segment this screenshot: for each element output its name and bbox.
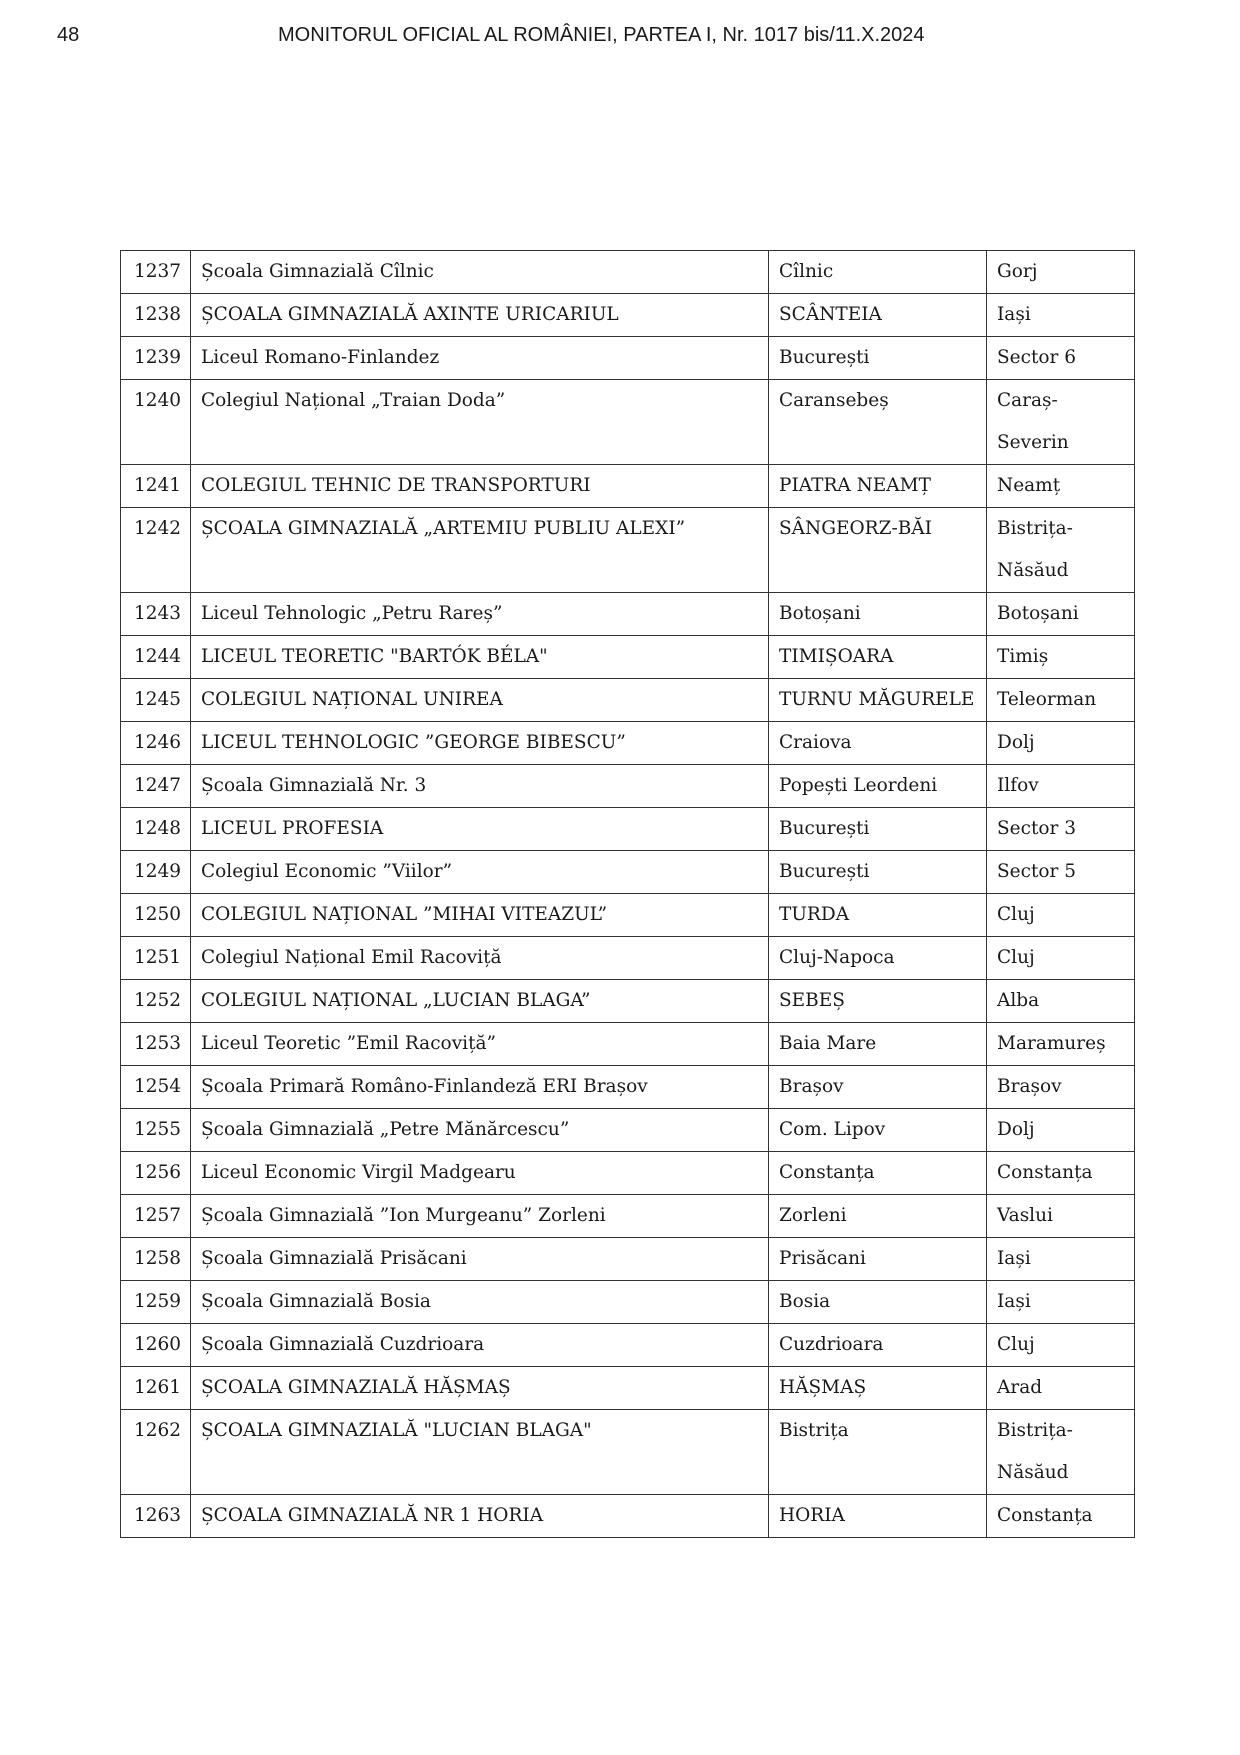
school-name: Liceul Tehnologic „Petru Rareș” bbox=[191, 593, 769, 636]
county: Alba bbox=[987, 980, 1135, 1023]
row-number: 1237 bbox=[121, 251, 191, 294]
school-name: Liceul Economic Virgil Madgearu bbox=[191, 1152, 769, 1195]
table-row bbox=[121, 937, 1135, 980]
schools-table bbox=[120, 250, 1135, 1538]
school-name: Școala Primară Româno-Finlandeză ERI Brașov bbox=[191, 1066, 769, 1109]
county: Ilfov bbox=[987, 765, 1135, 808]
table-row bbox=[121, 1495, 1135, 1538]
locality: Brașov bbox=[769, 1066, 987, 1109]
row-number: 1261 bbox=[121, 1367, 191, 1410]
row-number: 1247 bbox=[121, 765, 191, 808]
row-number: 1241 bbox=[121, 465, 191, 508]
county: Dolj bbox=[987, 722, 1135, 765]
locality: Zorleni bbox=[769, 1195, 987, 1238]
locality: Constanța bbox=[769, 1152, 987, 1195]
table-row bbox=[121, 1324, 1135, 1367]
row-number: 1244 bbox=[121, 636, 191, 679]
row-number: 1263 bbox=[121, 1495, 191, 1538]
row-number: 1259 bbox=[121, 1281, 191, 1324]
row-number: 1246 bbox=[121, 722, 191, 765]
table-row bbox=[121, 722, 1135, 765]
school-name: COLEGIUL TEHNIC DE TRANSPORTURI bbox=[191, 465, 769, 508]
locality: Popești Leordeni bbox=[769, 765, 987, 808]
school-name: LICEUL TEHNOLOGIC ”GEORGE BIBESCU” bbox=[191, 722, 769, 765]
school-name: Școala Gimnazială ”Ion Murgeanu” Zorleni bbox=[191, 1195, 769, 1238]
table-row bbox=[121, 294, 1135, 337]
table-row bbox=[121, 337, 1135, 380]
locality: TIMIȘOARA bbox=[769, 636, 987, 679]
row-number: 1258 bbox=[121, 1238, 191, 1281]
row-number: 1253 bbox=[121, 1023, 191, 1066]
locality: București bbox=[769, 851, 987, 894]
row-number: 1254 bbox=[121, 1066, 191, 1109]
table-row bbox=[121, 1152, 1135, 1195]
page-number: 48 bbox=[57, 24, 80, 46]
locality: SCÂNTEIA bbox=[769, 294, 987, 337]
row-number: 1248 bbox=[121, 808, 191, 851]
county: Caraș-Severin bbox=[987, 380, 1135, 465]
table-row bbox=[121, 980, 1135, 1023]
row-number: 1240 bbox=[121, 380, 191, 465]
school-name: COLEGIUL NAȚIONAL UNIREA bbox=[191, 679, 769, 722]
county: Vaslui bbox=[987, 1195, 1135, 1238]
locality: HĂȘMAȘ bbox=[769, 1367, 987, 1410]
school-name: Școala Gimnazială Cîlnic bbox=[191, 251, 769, 294]
county: Cluj bbox=[987, 894, 1135, 937]
county: Iași bbox=[987, 1238, 1135, 1281]
table-row bbox=[121, 1238, 1135, 1281]
county: Dolj bbox=[987, 1109, 1135, 1152]
locality: Bosia bbox=[769, 1281, 987, 1324]
table-row bbox=[121, 808, 1135, 851]
locality: Cîlnic bbox=[769, 251, 987, 294]
county: Gorj bbox=[987, 251, 1135, 294]
locality: SÂNGEORZ-BĂI bbox=[769, 508, 987, 593]
school-name: Școala Gimnazială Nr. 3 bbox=[191, 765, 769, 808]
locality: Cuzdrioara bbox=[769, 1324, 987, 1367]
table-row bbox=[121, 636, 1135, 679]
table-row bbox=[121, 1066, 1135, 1109]
school-name: ȘCOALA GIMNAZIALĂ AXINTE URICARIUL bbox=[191, 294, 769, 337]
county: Cluj bbox=[987, 1324, 1135, 1367]
county: Sector 3 bbox=[987, 808, 1135, 851]
school-name: Școala Gimnazială Prisăcani bbox=[191, 1238, 769, 1281]
county: Neamț bbox=[987, 465, 1135, 508]
county: Sector 5 bbox=[987, 851, 1135, 894]
locality: HORIA bbox=[769, 1495, 987, 1538]
school-name: Școala Gimnazială Bosia bbox=[191, 1281, 769, 1324]
locality: Bistrița bbox=[769, 1410, 987, 1495]
locality: Craiova bbox=[769, 722, 987, 765]
school-name: ȘCOALA GIMNAZIALĂ "LUCIAN BLAGA" bbox=[191, 1410, 769, 1495]
table-row bbox=[121, 679, 1135, 722]
county: Botoșani bbox=[987, 593, 1135, 636]
row-number: 1262 bbox=[121, 1410, 191, 1495]
row-number: 1252 bbox=[121, 980, 191, 1023]
county: Constanța bbox=[987, 1495, 1135, 1538]
table-row bbox=[121, 851, 1135, 894]
school-name: Colegiul Național „Traian Doda” bbox=[191, 380, 769, 465]
school-name: Liceul Romano-Finlandez bbox=[191, 337, 769, 380]
school-name: COLEGIUL NAȚIONAL ”MIHAI VITEAZUL” bbox=[191, 894, 769, 937]
school-name: Colegiul Național Emil Racoviță bbox=[191, 937, 769, 980]
row-number: 1243 bbox=[121, 593, 191, 636]
table-row bbox=[121, 1367, 1135, 1410]
table-row bbox=[121, 1281, 1135, 1324]
county: Iași bbox=[987, 294, 1135, 337]
table-row bbox=[121, 593, 1135, 636]
county: Brașov bbox=[987, 1066, 1135, 1109]
school-name: Școala Gimnazială „Petre Mănărcescu” bbox=[191, 1109, 769, 1152]
county: Timiș bbox=[987, 636, 1135, 679]
locality: București bbox=[769, 808, 987, 851]
table-row bbox=[121, 465, 1135, 508]
school-name: ȘCOALA GIMNAZIALĂ NR 1 HORIA bbox=[191, 1495, 769, 1538]
locality: București bbox=[769, 337, 987, 380]
table-row bbox=[121, 765, 1135, 808]
row-number: 1250 bbox=[121, 894, 191, 937]
locality: TURDA bbox=[769, 894, 987, 937]
school-name: Școala Gimnazială Cuzdrioara bbox=[191, 1324, 769, 1367]
table-row bbox=[121, 1195, 1135, 1238]
school-name: COLEGIUL NAȚIONAL „LUCIAN BLAGA” bbox=[191, 980, 769, 1023]
row-number: 1260 bbox=[121, 1324, 191, 1367]
school-name: Colegiul Economic ”Viilor” bbox=[191, 851, 769, 894]
table-row bbox=[121, 894, 1135, 937]
row-number: 1242 bbox=[121, 508, 191, 593]
county: Maramureș bbox=[987, 1023, 1135, 1066]
county: Iași bbox=[987, 1281, 1135, 1324]
school-name: ȘCOALA GIMNAZIALĂ „ARTEMIU PUBLIU ALEXI” bbox=[191, 508, 769, 593]
schools-table-body bbox=[121, 251, 1135, 1538]
locality: Caransebeș bbox=[769, 380, 987, 465]
county: Bistrița-Năsăud bbox=[987, 508, 1135, 593]
table-row bbox=[121, 508, 1135, 593]
row-number: 1256 bbox=[121, 1152, 191, 1195]
table-row bbox=[121, 1109, 1135, 1152]
county: Sector 6 bbox=[987, 337, 1135, 380]
locality: Baia Mare bbox=[769, 1023, 987, 1066]
row-number: 1239 bbox=[121, 337, 191, 380]
county: Arad bbox=[987, 1367, 1135, 1410]
table-row bbox=[121, 380, 1135, 465]
county: Bistrița-Năsăud bbox=[987, 1410, 1135, 1495]
county: Cluj bbox=[987, 937, 1135, 980]
county: Teleorman bbox=[987, 679, 1135, 722]
table-row bbox=[121, 1410, 1135, 1495]
county: Constanța bbox=[987, 1152, 1135, 1195]
table-row bbox=[121, 251, 1135, 294]
row-number: 1257 bbox=[121, 1195, 191, 1238]
row-number: 1255 bbox=[121, 1109, 191, 1152]
row-number: 1251 bbox=[121, 937, 191, 980]
locality: Com. Lipov bbox=[769, 1109, 987, 1152]
row-number: 1238 bbox=[121, 294, 191, 337]
row-number: 1249 bbox=[121, 851, 191, 894]
school-name: Liceul Teoretic ”Emil Racoviță” bbox=[191, 1023, 769, 1066]
locality: Cluj-Napoca bbox=[769, 937, 987, 980]
school-name: LICEUL TEORETIC "BARTÓK BÉLA" bbox=[191, 636, 769, 679]
school-name: ȘCOALA GIMNAZIALĂ HĂȘMAȘ bbox=[191, 1367, 769, 1410]
locality: Botoșani bbox=[769, 593, 987, 636]
row-number: 1245 bbox=[121, 679, 191, 722]
locality: TURNU MĂGURELE bbox=[769, 679, 987, 722]
school-name: LICEUL PROFESIA bbox=[191, 808, 769, 851]
locality: SEBEȘ bbox=[769, 980, 987, 1023]
publication-header: MONITORUL OFICIAL AL ROMÂNIEI, PARTEA I, Nr. 1017 bis/11.X.2024 bbox=[278, 24, 925, 46]
locality: Prisăcani bbox=[769, 1238, 987, 1281]
locality: PIATRA NEAMȚ bbox=[769, 465, 987, 508]
table-row bbox=[121, 1023, 1135, 1066]
